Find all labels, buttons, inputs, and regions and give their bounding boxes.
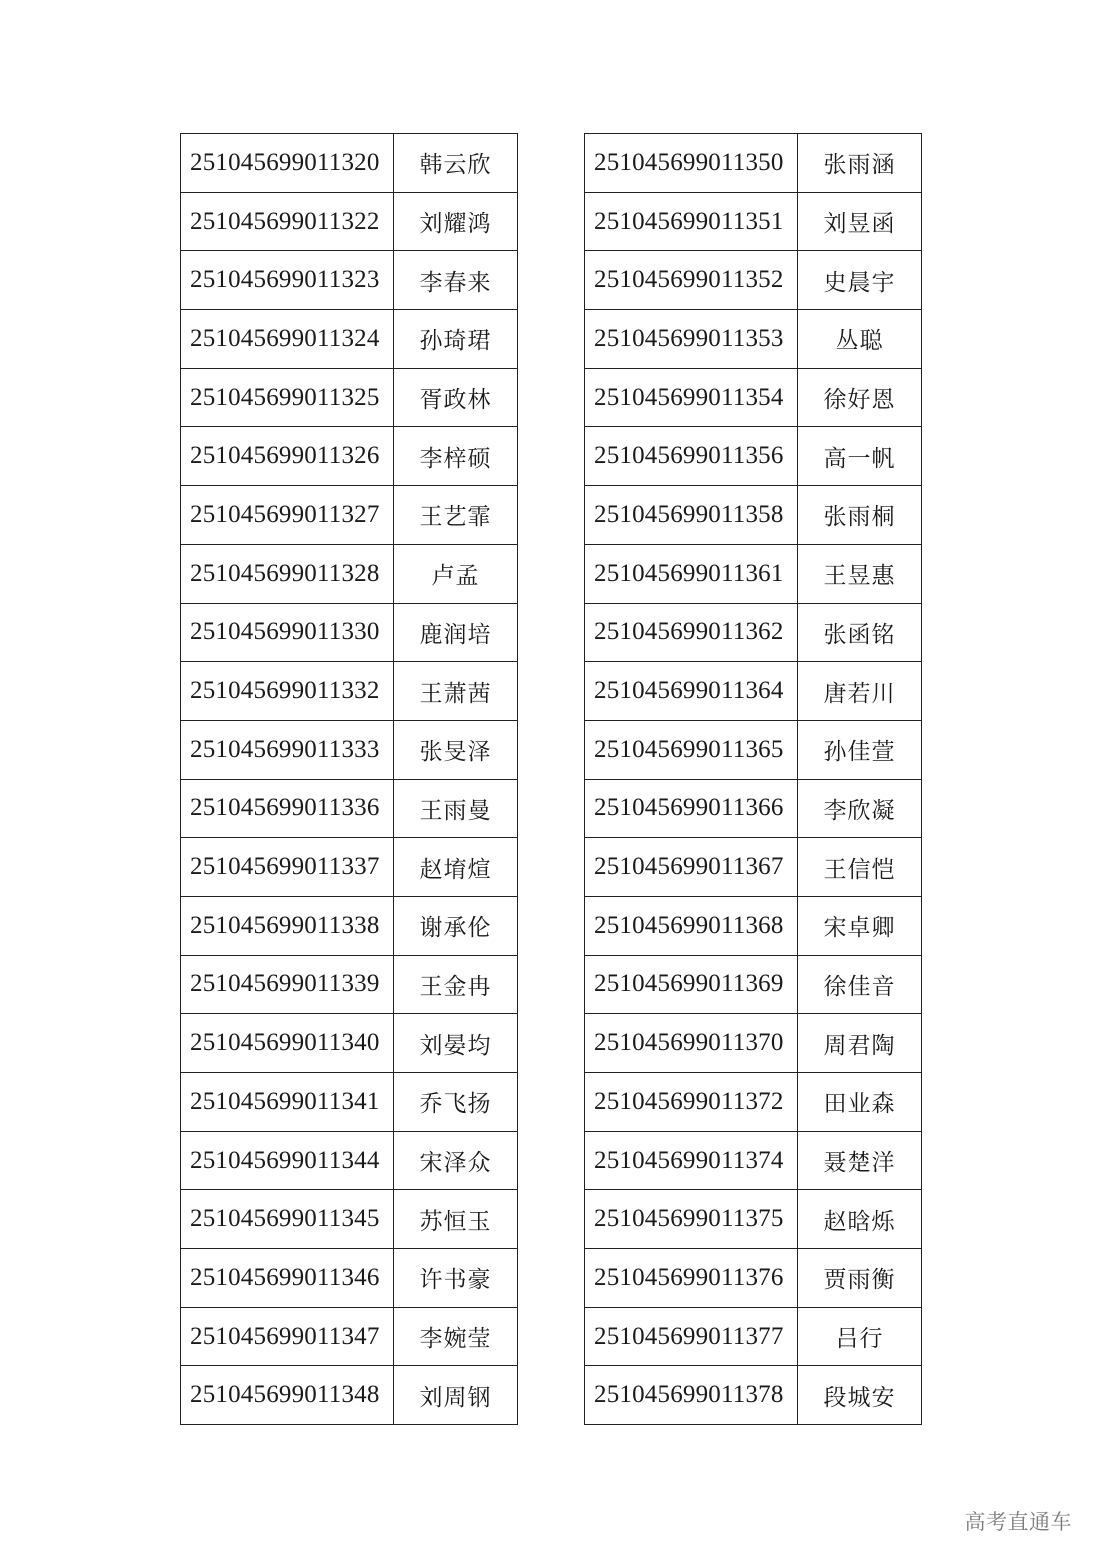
candidate-name-cell: 赵晗烁 [798,1190,922,1249]
candidate-name-cell: 聂楚洋 [798,1131,922,1190]
table-row [181,1014,518,1073]
candidate-id-cell: 251045699011327 [181,486,394,545]
table-row [585,1073,922,1132]
table-row [585,486,922,545]
candidate-id-cell: 251045699011340 [181,1014,394,1073]
table-row [585,368,922,427]
candidate-name-cell: 胥政林 [394,368,518,427]
table-row [181,544,518,603]
candidate-id-cell: 251045699011347 [181,1307,394,1366]
table-row [585,955,922,1014]
candidate-id-cell: 251045699011366 [585,779,798,838]
table-row [585,1014,922,1073]
candidate-id-cell: 251045699011351 [585,192,798,251]
candidate-id-cell: 251045699011339 [181,955,394,1014]
candidate-name-cell: 李梓硕 [394,427,518,486]
candidate-name-cell: 吕行 [798,1307,922,1366]
table-row [585,1366,922,1425]
candidate-name-cell: 卢孟 [394,544,518,603]
candidate-name-cell: 王信恺 [798,838,922,897]
candidate-name-cell: 韩云欣 [394,134,518,193]
roster-table-left [180,133,518,1425]
candidate-id-cell: 251045699011344 [181,1131,394,1190]
table-row [181,1190,518,1249]
table-row [181,486,518,545]
candidate-name-cell: 宋泽众 [394,1131,518,1190]
candidate-name-cell: 田业森 [798,1073,922,1132]
table-row [585,896,922,955]
table-row [181,1307,518,1366]
candidate-name-cell: 谢承伦 [394,896,518,955]
table-row [585,838,922,897]
table-row [181,1131,518,1190]
candidate-name-cell: 许书豪 [394,1249,518,1308]
candidate-id-cell: 251045699011377 [585,1307,798,1366]
table-row [181,427,518,486]
table-row [181,720,518,779]
candidate-id-cell: 251045699011341 [181,1073,394,1132]
table-row [585,192,922,251]
candidate-id-cell: 251045699011354 [585,368,798,427]
table-row [181,1073,518,1132]
candidate-name-cell: 王金冉 [394,955,518,1014]
candidate-id-cell: 251045699011320 [181,134,394,193]
candidate-name-cell: 刘耀鸿 [394,192,518,251]
table-row [585,720,922,779]
candidate-id-cell: 251045699011326 [181,427,394,486]
table-row [585,1131,922,1190]
table-row [181,310,518,369]
candidate-id-cell: 251045699011376 [585,1249,798,1308]
candidate-name-cell: 刘晏均 [394,1014,518,1073]
candidate-name-cell: 王艺霏 [394,486,518,545]
table-row [181,838,518,897]
candidate-name-cell: 高一帆 [798,427,922,486]
candidate-name-cell: 周君陶 [798,1014,922,1073]
candidate-name-cell: 刘昱函 [798,192,922,251]
candidate-id-cell: 251045699011372 [585,1073,798,1132]
candidate-id-cell: 251045699011323 [181,251,394,310]
candidate-name-cell: 丛聪 [798,310,922,369]
table-row [181,779,518,838]
candidate-name-cell: 宋卓卿 [798,896,922,955]
roster-table-right-body [585,134,922,1425]
table-row [585,779,922,838]
candidate-id-cell: 251045699011370 [585,1014,798,1073]
table-row [585,1249,922,1308]
candidate-name-cell: 徐佳音 [798,955,922,1014]
table-row [181,1249,518,1308]
candidate-name-cell: 唐若川 [798,662,922,721]
table-row [181,662,518,721]
table-row [181,134,518,193]
table-row [585,544,922,603]
table-row [585,662,922,721]
candidate-name-cell: 段城安 [798,1366,922,1425]
candidate-id-cell: 251045699011348 [181,1366,394,1425]
candidate-name-cell: 张函铭 [798,603,922,662]
candidate-id-cell: 251045699011375 [585,1190,798,1249]
candidate-name-cell: 刘周钢 [394,1366,518,1425]
candidate-id-cell: 251045699011368 [585,896,798,955]
candidate-id-cell: 251045699011330 [181,603,394,662]
watermark-text: 高考直通车 [964,1510,1072,1534]
candidate-id-cell: 251045699011350 [585,134,798,193]
candidate-id-cell: 251045699011332 [181,662,394,721]
table-row [181,955,518,1014]
table-row [181,251,518,310]
table-row [181,368,518,427]
table-row [585,310,922,369]
candidate-name-cell: 乔飞扬 [394,1073,518,1132]
candidate-id-cell: 251045699011345 [181,1190,394,1249]
table-row [181,896,518,955]
candidate-id-cell: 251045699011378 [585,1366,798,1425]
candidate-id-cell: 251045699011356 [585,427,798,486]
candidate-id-cell: 251045699011336 [181,779,394,838]
candidate-id-cell: 251045699011369 [585,955,798,1014]
candidate-name-cell: 李春来 [394,251,518,310]
candidate-id-cell: 251045699011322 [181,192,394,251]
table-row [181,192,518,251]
table-row [585,603,922,662]
candidate-name-cell: 张雨涵 [798,134,922,193]
candidate-id-cell: 251045699011365 [585,720,798,779]
candidate-id-cell: 251045699011346 [181,1249,394,1308]
roster-table-right [584,133,922,1425]
candidate-id-cell: 251045699011364 [585,662,798,721]
candidate-id-cell: 251045699011333 [181,720,394,779]
candidate-name-cell: 孙琦珺 [394,310,518,369]
candidate-name-cell: 苏恒玉 [394,1190,518,1249]
candidate-name-cell: 徐好恩 [798,368,922,427]
candidate-id-cell: 251045699011325 [181,368,394,427]
table-row [181,603,518,662]
candidate-name-cell: 李婉莹 [394,1307,518,1366]
candidate-name-cell: 孙佳萱 [798,720,922,779]
candidate-name-cell: 张旻泽 [394,720,518,779]
candidate-name-cell: 王萧茜 [394,662,518,721]
candidate-name-cell: 史晨宇 [798,251,922,310]
candidate-id-cell: 251045699011361 [585,544,798,603]
candidate-name-cell: 赵堉煊 [394,838,518,897]
table-row [585,1190,922,1249]
candidate-name-cell: 李欣凝 [798,779,922,838]
table-row [585,1307,922,1366]
table-row [585,427,922,486]
candidate-name-cell: 张雨桐 [798,486,922,545]
table-row [585,134,922,193]
candidate-id-cell: 251045699011328 [181,544,394,603]
candidate-name-cell: 鹿润培 [394,603,518,662]
table-row [585,251,922,310]
table-row [181,1366,518,1425]
candidate-id-cell: 251045699011374 [585,1131,798,1190]
candidate-name-cell: 贾雨衡 [798,1249,922,1308]
candidate-id-cell: 251045699011353 [585,310,798,369]
candidate-name-cell: 王昱惠 [798,544,922,603]
roster-table-left-body [181,134,518,1425]
candidate-id-cell: 251045699011338 [181,896,394,955]
candidate-id-cell: 251045699011358 [585,486,798,545]
candidate-id-cell: 251045699011367 [585,838,798,897]
candidate-id-cell: 251045699011352 [585,251,798,310]
candidate-name-cell: 王雨曼 [394,779,518,838]
candidate-id-cell: 251045699011324 [181,310,394,369]
candidate-id-cell: 251045699011362 [585,603,798,662]
candidate-id-cell: 251045699011337 [181,838,394,897]
